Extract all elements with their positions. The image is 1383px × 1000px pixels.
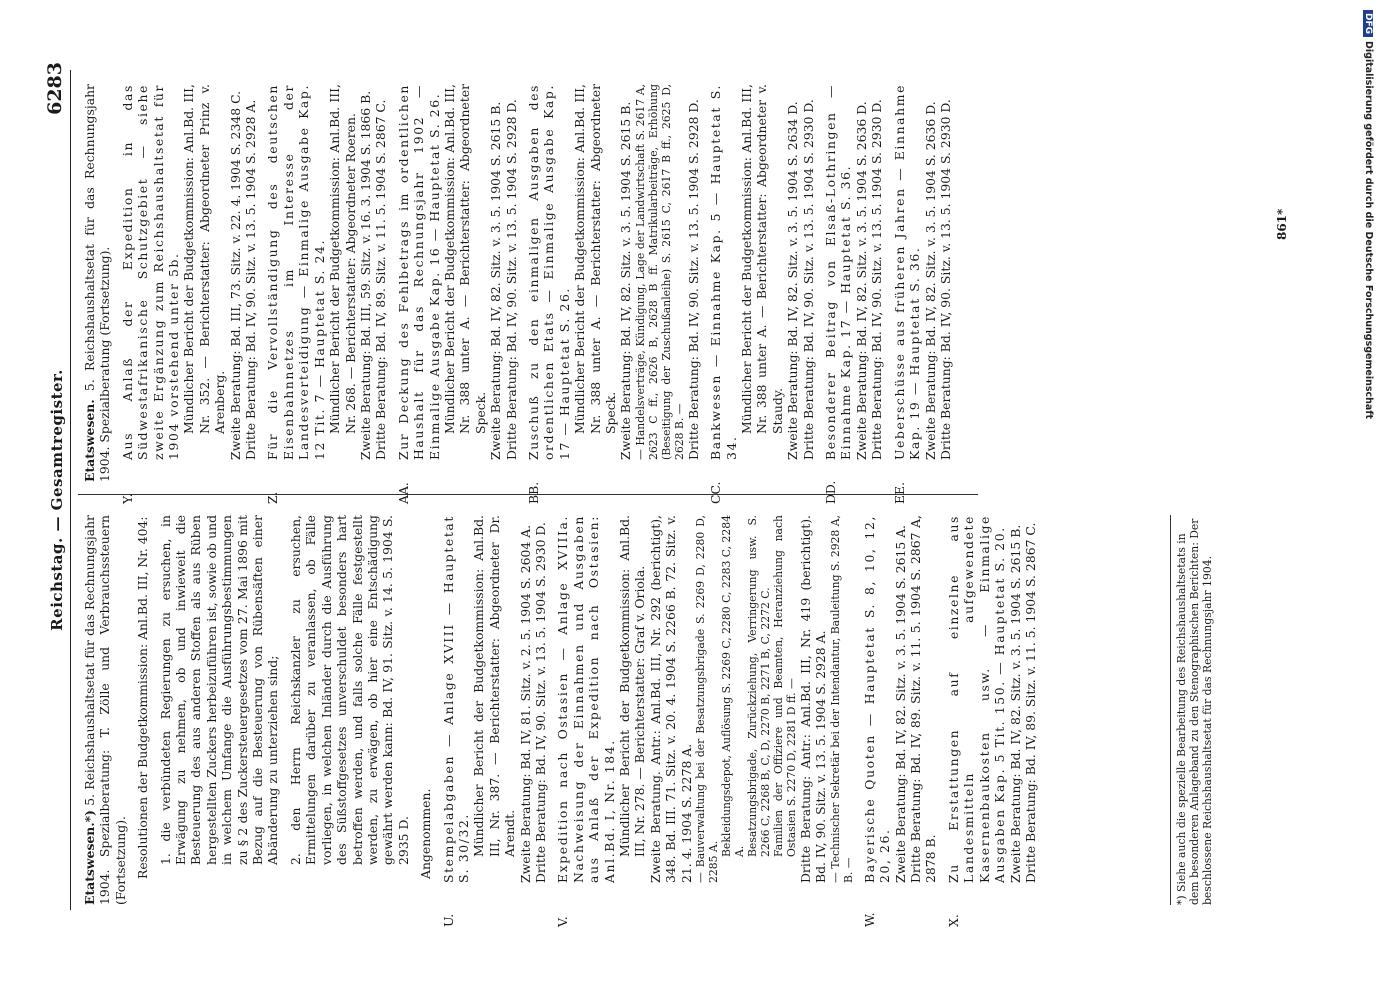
entry-w-third: Dritte Beratung: Bd. IV, 89. Sitz. v. 11. 5. 1904 S. 2867 A, 2878 B. (908, 515, 939, 883)
entry-cc-title: Bankwesen — Einnahme Kap. 5 — Hauptetat S. 34. (708, 84, 739, 460)
page-title: Reichstag. — Gesamtregister. (48, 369, 66, 631)
entry-u-third: Dritte Beratung: Bd. IV, 90. Sitz. v. 13. 5. 1904 S. 2930 D. (532, 522, 548, 883)
entry-z-third: Dritte Beratung: Bd. IV, 89. Sitz. v. 11. 5. 1904 S. 2867 C. (373, 99, 389, 460)
entry-bb-third: Dritte Beratung: Bd. IV, 90. Sitz. v. 13. 5. 1904 S. 2928 D. (685, 99, 701, 460)
resolution-heading: Resolutionen der Budgetkommission: Anl.Bd. III, Nr. 404: (135, 516, 151, 879)
entry-x-third: Dritte Beratung: Bd. IV, 89. Sitz. v. 11. 5. 1904 S. 2867 C. (1022, 522, 1038, 883)
entry-x (945, 515, 1038, 927)
entry-ee-third: Dritte Beratung: Bd. IV, 90. Sitz. v. 13. 5. 1904 S. 2930 D. (937, 99, 953, 460)
digitization-margin (1360, 10, 1378, 990)
entry-cc-report: Mündlicher Bericht der Budgetkommission: Anl.Bd. III, Nr. 388 unter A. — Berichterstatter: Abgeordneter v. Staudy. (739, 84, 785, 434)
entry-z (265, 84, 389, 504)
right-intro (82, 84, 113, 482)
signature-mark: 861* (1275, 208, 1289, 240)
resolution-item-1: 1. die verbündeten Regierungen zu ersuchen, in Erwägung zu nehmen, ob und inwieweit die Besteuerung des aus anderen Stoffen als aus Rüben hergestellten Zuckers herbeizuführen ist, sowie ob und in welchem Umfange die Ausführungsbestimmungen zu § 2 des Zuckersteuergesetzes vom 27. Mai 1896 mit Bezug auf die Besteuerung von Rübensäften einer Abänderung zu unterziehen sind; (157, 515, 281, 865)
left-intro (82, 515, 128, 905)
entry-dd-title: Besonderer Beitrag von Elsaß-Lothringen — Einnahme Kap. 17 — Hauptetat S. 36. (823, 84, 854, 460)
entry-w-second: Zweite Beratung: Bd. IV, 82. Sitz. v. 3. 5. 1904 S. 2615 A. (892, 524, 908, 883)
entry-y-report: Mündlicher Bericht der Budgetkommission: Anl.Bd. III, Nr. 352. — Berichterstatter: Abgeordneter Prinz v. Arenberg. (181, 84, 228, 434)
entry-bb-title: Zuschuß zu den einmaligen Ausgaben des ordentlichen Etats — Einmalige Ausgabe Kap. 17 — Hauptetat S. 26. (525, 84, 572, 460)
entry-u (440, 515, 549, 927)
margin-note-text: Digitalisierung gefördert durch die Deutsche Forschungsgemeinschaft (1363, 41, 1374, 419)
entry-ee-label: EE. (891, 481, 907, 504)
dfg-logo: DFG (1363, 10, 1373, 37)
accepted-note: Angenommen. (418, 788, 434, 879)
entry-w (861, 515, 939, 927)
entry-dd-third: Dritte Beratung: Bd. IV, 90. Sitz. v. 13. 5. 1904 S. 2930 D. (869, 99, 885, 460)
footnote: *) Siehe auch die spezielle Bearbeitung des Reichshaushaltsetats in dem besonderen Anlageband zu den Stenographischen Berichten: Der beschlossene Reichshaushaltsetat für das Rechnungsjahr 1904. (1170, 515, 1214, 905)
entry-v (555, 515, 855, 927)
right-intro-text: 5. Reichshaushaltsetat für das Rechnungsjahr 1904. Spezialberatung (Fortsetzung). (82, 84, 113, 482)
right-column (82, 84, 960, 504)
entry-x-second: Zweite Beratung: Bd. IV, 82. Sitz. v. 3. 5. 1904 S. 2615 B. (1007, 524, 1023, 883)
entry-u-report: Mündlicher Bericht der Budgetkommission: Anl.Bd. III, Nr. 387. — Berichterstatter: Abgeordneter Dr. Arendt. (471, 515, 518, 857)
header-rule (70, 70, 71, 910)
entry-z-label: Z. (265, 491, 281, 504)
right-intro-heading: Etatswesen. (82, 399, 97, 482)
entry-y-title: Aus Anlaß der Expedition in das Südwestafrikanische Schutzgebiet — siehe zweite Ergänzung zum Reichshaushaltsetat für 1904 vorstehend unter 5b. (119, 84, 182, 460)
entry-v-small1: Bekleidungsdepot, Auflösung S. 2269 C, 2280 C, 2283 C, 2284 A. (720, 515, 747, 857)
entry-v-dash1: — Bauverwaltung bei der Besatzungsbrigade S. 2269 D, 2280 D, 2285 A. (694, 515, 721, 883)
entry-aa-report: Mündlicher Bericht der Budgetkommission: Anl.Bd. III, Nr. 388 unter A. — Berichterstatter: Abgeordneter Speck. (441, 84, 488, 434)
entry-v-small2: Besatzungsbrigade, Zurückziehung, Verringerung usw. S. 2266 C, 2268 B, C, D, 2270 B, 2271 B, C, 2272 C. (746, 515, 773, 857)
entry-v-title: Expedition nach Ostasien — Anlage XVIIIa. Nachweisung der Einnahmen und Ausgaben aus Anlaß der Expedition nach Ostasien: Anl.Bd. I, Nr. 184. (555, 515, 617, 883)
entry-x-label: X. (945, 914, 961, 927)
entry-u-second: Zweite Beratung: Bd. IV, 81. Sitz. v. 2. 5. 1904 S. 2604 A. (517, 524, 533, 883)
entry-u-title: Stempelabgaben — Anlage XVIII — Hauptetat S. 30/32. (440, 515, 471, 883)
entry-ee-title: Ueberschüsse aus früheren Jahren — Einnahme Kap. 19 — Hauptetat S. 36. (891, 84, 923, 460)
left-intro-text: 5. Reichshaushaltsetat für das Rechnungsjahr 1904. Spezialberatung: T. Zölle und Verbrauchssteuern (Fortsetzung). (82, 515, 128, 905)
entry-dd (823, 84, 885, 504)
entry-bb-second: Zweite Beratung: Bd. IV, 82. Sitz. v. 3. 5. 1904 S. 2615 B. (618, 101, 634, 460)
entry-cc (708, 84, 816, 504)
entry-ee (891, 84, 954, 504)
entry-z-title: Für die Vervollständigung des deutschen Eisenbahnnetzes im Interesse der Landesverteidigung — Einmalige Ausgabe Kap. 12 Tit. 7 — Hauptetat S. 24. (265, 84, 327, 460)
entry-cc-third: Dritte Beratung: Bd. IV, 90. Sitz. v. 13. 5. 1904 S. 2930 D. (800, 99, 816, 460)
entry-bb (525, 84, 701, 504)
entry-y-second: Zweite Beratung: Bd. III, 73. Sitz. v. 22. 4. 1904 S. 2348 C. (227, 90, 243, 460)
entry-bb-label: BB. (525, 481, 541, 504)
entry-v-report: Mündlicher Bericht der Budgetkommission: Anl.Bd. III, Nr. 278. — Berichterstatter: Graf v. Oriola. (617, 515, 648, 857)
entry-dd-label: DD. (823, 480, 839, 504)
resolution-item-2: 2. den Herrn Reichskanzler zu ersuchen, Ermittelungen darüber zu veranlassen, ob Fälle vorliegen, in welchen Inländer durch die Ausführung des Süßstoffgesetzes unverschuldet besonders hart betroffen werden, und falls solche Fälle festgestellt werden, zu erwägen, ob hier eine Entschädigung gewährt werden kann: Bd. IV, 91. Sitz. v. 14. 5. 1904 S. 2935 D. (287, 515, 411, 865)
entry-aa (395, 84, 519, 504)
entry-w-label: W. (861, 912, 877, 927)
margin-note (1363, 10, 1374, 990)
entry-ee-second: Zweite Beratung: Bd. IV, 82. Sitz. v. 3. 5. 1904 S. 2636 D. (922, 101, 938, 460)
entry-dd-second: Zweite Beratung: Bd. IV, 82. Sitz. v. 3. 5. 1904 S. 2636 D. (853, 101, 869, 460)
left-column (82, 515, 1045, 927)
entry-bb-report: Mündlicher Bericht der Budgetkommission: Anl.Bd. III, Nr. 388 unter A. — Berichterstatter: Abgeordneter Speck. (572, 84, 618, 434)
entry-v-third: Dritte Beratung: Antr.: Anl.Bd. III, Nr. 419 (berichtigt). Bd. IV, 90. Sitz. v. 13. 5. 1904 S. 2928 A. (798, 515, 829, 883)
entry-w-title: Bayerische Quoten — Hauptetat S. 8, 10, 12, 20, 26. (861, 515, 893, 883)
entry-v-second: Zweite Beratung. Antr.: Anl.Bd. III, Nr. 292 (berichtigt), 348. Bd. III. 71. Sitz. v. 20. 4. 1904 S. 2266 B. 72. Sitz. v. 21. 4. 1904 S. 2278 A. (647, 515, 694, 883)
left-intro-heading: Etatswesen.*) (82, 810, 97, 905)
entry-cc-second: Zweite Beratung: Bd. IV, 82. Sitz. v. 3. 5. 1904 S. 2634 D. (785, 101, 801, 460)
entry-aa-second: Zweite Beratung: Bd. IV, 82. Sitz. v. 3. 5. 1904 S. 2615 B. (488, 101, 504, 460)
entry-u-label: U. (440, 913, 456, 927)
entry-cc-label: CC. (708, 481, 724, 504)
entry-y-label: Y. (119, 493, 135, 504)
page-number: 6283 (44, 62, 66, 115)
entry-bb-dash: — Handelsverträge, Kündigung, Lage der Landwirtschaft S. 2617 A, 2623 C ff., 2626 B, 2628 B ff. Matrikularbeiträge, Erhöhung (Beseitigung der Zuschußanleihe) S. 2615 C, 2617 B ff., 2625 D, 2628 B. — (633, 84, 686, 460)
entry-aa-title: Zur Deckung des Fehlbetrags im ordentlichen Haushalt für das Rechnungsjahr 1902 — Einmalige Ausgabe Kap. 16 — Hauptetat S. 26. (395, 84, 442, 460)
entry-v-label: V. (555, 916, 571, 927)
entry-aa-label: AA. (395, 482, 411, 504)
entry-v-dash2: — Technischer Sekretär bei der Intendantur, Bauleitung S. 2928 A, B. — (828, 515, 855, 883)
entry-x-title: Zu Erstattungen auf einzelne aus Landesmitteln aufgewendete Kasernenbaukosten usw. — Einmalige Ausgaben Kap. 5 Tit. 150. — Hauptetat S. 20. (945, 515, 1008, 883)
entry-y-third: Dritte Beratung: Bd. IV, 90. Sitz. v. 13. 5. 1904 S. 2928 A. (243, 99, 259, 460)
entry-z-second: Zweite Beratung: Bd. III, 59. Sitz. v. 16. 3. 1904 S. 1866 B. (357, 90, 373, 460)
entry-y (119, 84, 259, 504)
entry-aa-third: Dritte Beratung: Bd. IV, 90. Sitz. v. 13. 5. 1904 S. 2928 D. (503, 99, 519, 460)
entry-z-report: Mündlicher Bericht der Budgetkommission: Anl.Bd. III, Nr. 268. — Berichterstatter: Abgeordneter Roeren. (327, 84, 358, 434)
entry-v-small3: Familien der Offiziere und Beamten, Heranziehung nach Ostasien S. 2270 D, 2281 D ff. — (772, 515, 799, 857)
